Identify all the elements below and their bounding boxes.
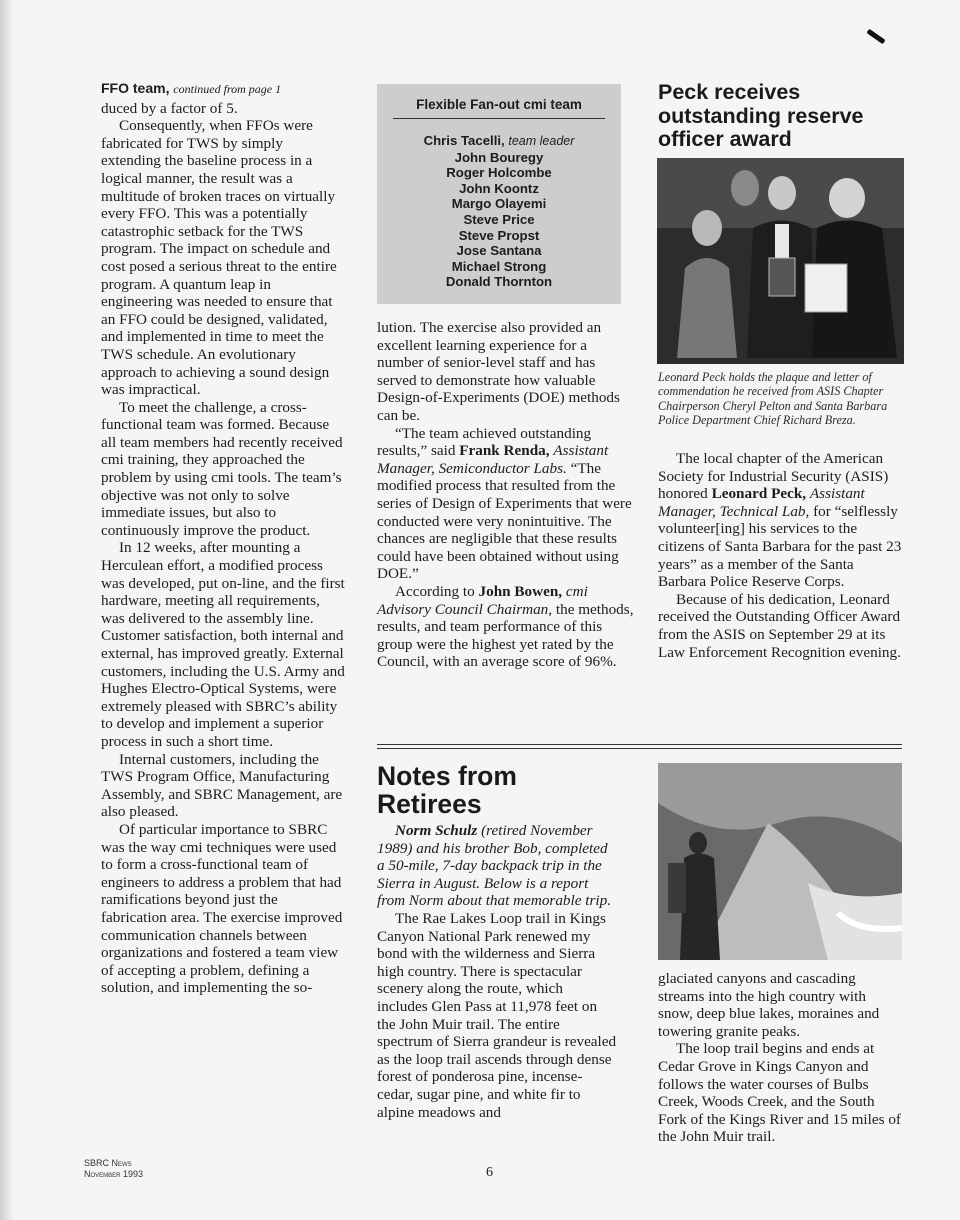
section-divider — [377, 744, 902, 749]
ffo-paragraph: To meet the challenge, a cross-functional team was formed. Because all team members had recently received cmi training, they approached the problem by using cmi tools. The team’s objective was not only to solve immediate issues, but also to continuously improve the product. — [101, 398, 343, 539]
team-member-list — [377, 133, 621, 290]
team-member: Michael Strong — [451, 258, 547, 274]
person-name: Leonard Peck, — [711, 485, 807, 503]
team-member: Steve Price — [463, 211, 535, 227]
ffo-paragraph: Of particular importance to SBRC was the way cmi techniques were used to form a cross-functional team of engineers to address a problem that had ramifications beyond just the fabrication area. The exercise improved communication channels between organizations and fostered a team view of accepting a problem, defining a solution, and implementing the so- — [101, 820, 343, 997]
text-run: the methods, results, and team performance of this group were the highest yet rated by the Council, with an average score of 96%. — [377, 600, 634, 671]
hiking-photo-illustration — [658, 763, 902, 960]
continued-note: continued from page 1 — [173, 82, 282, 96]
quote-intro: “The team achieved outstanding results,” said — [377, 424, 592, 460]
person-name: Norm Schulz — [395, 822, 478, 839]
peck-column — [658, 450, 904, 661]
person-title: cmi Advisory Council Chairman, — [377, 582, 588, 618]
team-member: Jose Santana — [456, 243, 542, 259]
team-member: John Koontz — [459, 180, 539, 196]
pen-mark — [866, 29, 885, 45]
person-name: Frank Renda, — [459, 442, 550, 460]
peck-paragraph — [658, 450, 904, 591]
person-name: John Bowen, — [478, 582, 563, 600]
ffo-column — [101, 80, 346, 997]
page-footer — [84, 1158, 143, 1180]
peck-headline: Peck receives outstanding reserve officer award — [658, 80, 864, 151]
retirees-intro — [377, 822, 617, 910]
peck-paragraph: Because of his dedication, Leonard received the Outstanding Officer Award from the ASIS on September 29 at its Law Enforcement Recognition evening. — [658, 590, 901, 661]
team-leader-role: team leader — [508, 134, 575, 148]
retirees-column — [377, 822, 617, 1121]
team-member: Roger Holcombe — [446, 165, 552, 181]
person-title: Assistant Manager, Technical Lab, — [658, 485, 865, 520]
hiking-photo — [658, 763, 902, 960]
ffo-paragraph: Internal customers, including the TWS Program Office, Manufacturing Assembly, and SBRC Management, are also pleased. — [101, 750, 343, 821]
quote-text: “The modified process that resulted from the series of Design of Experiments that were conducted were very nonintuitive. The chances are negligible that these results could have been obtained without using DOE.” — [377, 459, 632, 583]
scan-edge — [0, 0, 14, 1220]
team-member: Steve Propst — [458, 227, 540, 243]
retirees-paragraph: The Rae Lakes Loop trail in Kings Canyon National Park renewed my bond with the wilderness and Sierra high country. There is spectacular scenery along the route, which includes Glen Pass at 11,978 feet on the John Muir trail. The entire spectrum of Sierra grandeur is revealed as the loop trail ascends through dense forest of ponderosa pine, incense-cedar, sugar pine, and white fir to alpine meadows and — [377, 909, 617, 1121]
continued-line — [101, 80, 346, 99]
ffo-paragraph — [377, 425, 635, 583]
team-member: Donald Thornton — [445, 274, 553, 290]
team-member: John Bouregy — [454, 149, 544, 165]
page-number: 6 — [486, 1165, 493, 1180]
text-run: for “selflessly volunteer[ing] his services to the citizens of Santa Barbara for the past 23 years” as a member of the Santa Barbara Police Reserve Corps. — [658, 502, 902, 591]
person-title: Assistant Manager, Semiconductor Labs. — [377, 442, 609, 477]
ffo-paragraph — [377, 583, 635, 671]
retirees-paragraph: glaciated canyons and cascading streams into the high country with snow, deep blue lakes, moraines and towering granite peaks. — [658, 970, 880, 1040]
text-run: According to — [395, 582, 475, 600]
text-run: The local chapter of the American Society for Industrial Security (ASIS) honored — [658, 450, 889, 503]
award-photo-caption: Leonard Peck holds the plaque and letter of commendation he received from ASIS Chapter Chairperson Cheryl Pelton and Santa Barbara Police Department Chief Richard Breza. — [658, 370, 888, 428]
retirees-column-continued — [658, 970, 904, 1146]
team-leader-name: Chris Tacelli, — [423, 133, 505, 148]
team-sidebar-box — [377, 84, 621, 304]
team-member: Margo Olayemi — [451, 196, 547, 212]
ffo-paragraph: Consequently, when FFOs were fabricated for TWS by simply extending the baseline process in a logical manner, the result was a multitude of broken traces on virtually every FFO. This was a potentially catastrophic setback for the TWS program. The impact on schedule and cost posed a serious threat to the entire program. A quantum leap in engineering was needed to ensure that an FFO could be designed, validated, and implemented in time to meet the TWS schedule. An evolutionary approach to achieving a sound design was impractical. — [101, 117, 337, 399]
retirees-paragraph: The loop trail begins and ends at Cedar Grove in Kings Canyon and follows the water courses of Bulbs Creek, Woods Creek, and the South Fork of the Kings River and 15 miles of the John Muir trail. — [658, 1040, 901, 1146]
retirees-headline: Notes from Retirees — [377, 761, 517, 819]
ffo-paragraph: In 12 weeks, after mounting a Herculean effort, a modified process was developed, put on-line, and the first hardware, meeting all requirements, was delivered to the assembly line. Customer satisfaction, both internal and external, has improved greatly. External customers, including the U.S. Army and Hughes Electro-Optical Systems, were extremely pleased with SBRC’s ability to develop and implement a superior process in such a short time. — [101, 539, 345, 750]
ffo-continuation-column — [377, 319, 635, 671]
ffo-paragraph: lution. The exercise also provided an excellent learning experience for a number of senior-level staff and has served to demonstrate how valuable Design-of-Experiments (DOE) methods can be. — [377, 319, 620, 424]
ffo-paragraph: duced by a factor of 5. — [101, 99, 238, 117]
publication-name: SBRC News — [84, 1158, 132, 1168]
continued-label: FFO team, — [101, 80, 170, 96]
issue-date: November 1993 — [84, 1169, 144, 1179]
award-photo — [657, 158, 904, 364]
text-run: (retired November 1989) and his brother Bob, completed a 50-mile, 7-day backpack trip in the Sierra in August. Below is a report from Norm about that memorable trip. — [377, 822, 612, 910]
award-photo-illustration — [657, 158, 904, 364]
team-box-title: Flexible Fan-out cmi team — [393, 97, 605, 119]
team-leader — [377, 133, 621, 150]
